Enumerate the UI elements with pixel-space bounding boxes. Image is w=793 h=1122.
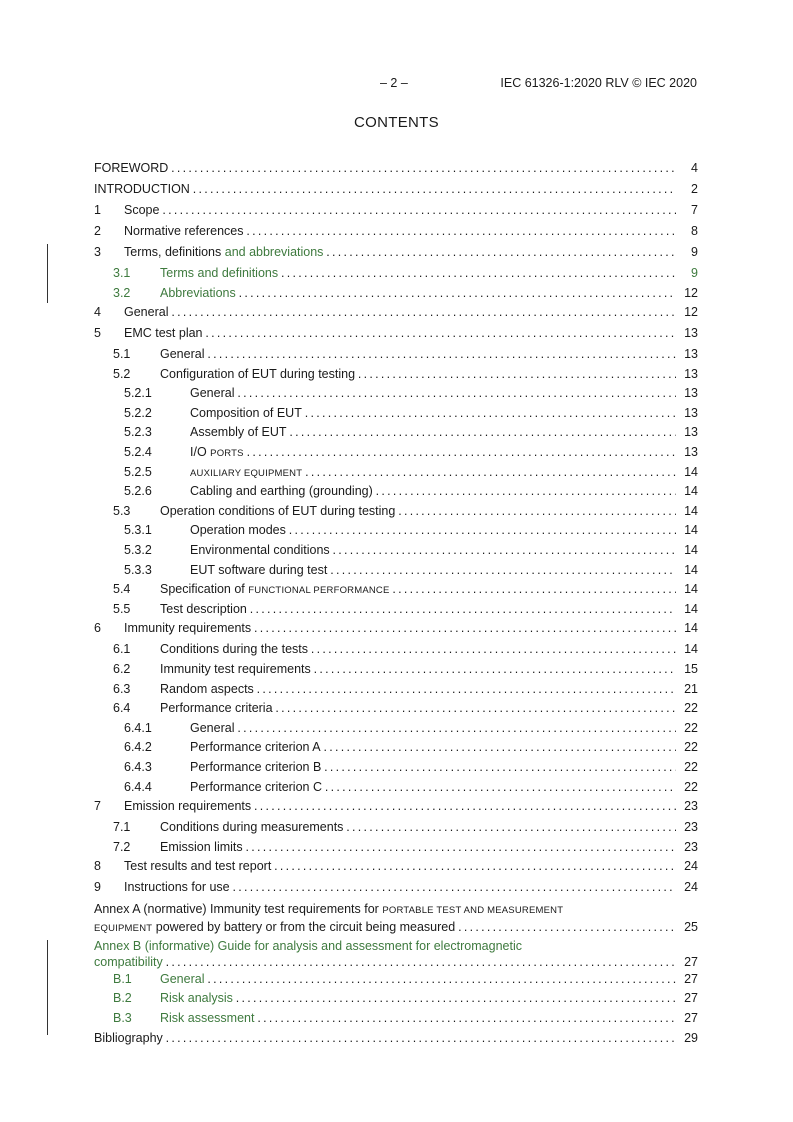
toc-title: Configuration of EUT during testing . . .: [160, 365, 676, 385]
standard-reference: IEC 61326-1:2020 RLV © IEC 2020: [500, 76, 697, 90]
toc-title: [190, 443, 676, 463]
toc-title: INTRODUCTION . . .: [94, 180, 676, 200]
toc-entry-6-4-1[interactable]: [94, 719, 698, 739]
toc-number: 6.3: [113, 681, 131, 696]
toc-number: 6: [94, 621, 101, 636]
toc-title: Abbreviations . . .: [160, 284, 676, 304]
small-caps-term: FUNCTIONAL PERFORMANCE: [248, 585, 390, 597]
toc-entry-6-2[interactable]: [94, 660, 698, 680]
toc-title-text: I/O: [190, 445, 211, 460]
toc-number: 6.1: [113, 642, 131, 657]
toc-entry-5-2-1[interactable]: [94, 384, 698, 404]
toc-entry-introduction[interactable]: [94, 180, 698, 200]
toc-number: 5.3.1: [124, 523, 152, 538]
toc-title: EUT software during test . . .: [190, 561, 676, 581]
toc-page: 24: [684, 857, 698, 877]
toc-page: 9: [691, 243, 698, 263]
toc-number: B.2: [113, 991, 132, 1006]
toc-entry-b-1[interactable]: [94, 970, 698, 990]
toc-entry-7-2[interactable]: [94, 838, 698, 858]
toc-title-text: Specification of: [160, 582, 249, 597]
toc-page: 14: [684, 502, 698, 522]
toc-number: 6.4.2: [124, 740, 152, 755]
table-of-contents: [94, 159, 698, 1048]
toc-entry-5-3-1[interactable]: [94, 521, 698, 541]
toc-title: Emission requirements . . .: [124, 797, 676, 817]
toc-entry-5-4[interactable]: [94, 580, 698, 600]
small-caps-term: PORTABLE TEST AND MEASUREMENT: [382, 904, 564, 916]
toc-page: 23: [684, 818, 698, 838]
toc-entry-6[interactable]: [94, 619, 698, 639]
toc-page: 13: [684, 384, 698, 404]
toc-entry-5[interactable]: [94, 324, 698, 344]
toc-title: Emission limits . . .: [160, 838, 676, 858]
toc-page: 14: [684, 561, 698, 581]
toc-entry-5-2-5[interactable]: [94, 463, 698, 483]
toc-page: 25: [684, 919, 698, 934]
toc-entry-5-1[interactable]: [94, 345, 698, 365]
toc-number: B.1: [113, 971, 132, 986]
change-bar: [47, 940, 48, 1035]
toc-page: 23: [684, 797, 698, 817]
toc-number: 6.2: [113, 661, 131, 676]
toc-page: 22: [684, 758, 698, 778]
toc-page: 8: [691, 222, 698, 242]
toc-title-continued: compatibility . . .: [94, 954, 676, 970]
toc-entry-6-4-3[interactable]: [94, 758, 698, 778]
toc-number: 1: [94, 202, 101, 217]
toc-entry-5-3-3[interactable]: [94, 561, 698, 581]
toc-title: Environmental conditions . . .: [190, 541, 676, 561]
toc-title: [190, 463, 676, 483]
toc-number: 5.3.2: [124, 543, 152, 558]
toc-title: Test description . . .: [160, 600, 676, 620]
toc-page: 23: [684, 838, 698, 858]
toc-number: 5.5: [113, 601, 131, 616]
toc-title: Performance criterion B . . .: [190, 758, 676, 778]
toc-page: 22: [684, 778, 698, 798]
toc-title: Operation modes . . .: [190, 521, 676, 541]
toc-title-text: Terms, definitions: [124, 244, 222, 259]
toc-number: 3: [94, 244, 101, 259]
toc-page: 27: [684, 954, 698, 969]
toc-title: Assembly of EUT . . .: [190, 423, 676, 443]
toc-title: Immunity test requirements . . .: [160, 660, 676, 680]
toc-title-text: powered by battery or from the circuit being measured: [152, 919, 456, 934]
toc-number: 7.1: [113, 820, 131, 835]
small-caps-term: EQUIPMENT: [94, 922, 153, 934]
toc-title: Bibliography . . .: [94, 1029, 676, 1049]
toc-page: 13: [684, 324, 698, 344]
toc-number: 5.2.4: [124, 445, 152, 460]
toc-page: 14: [684, 619, 698, 639]
toc-page: 12: [684, 303, 698, 323]
change-bar: [47, 244, 48, 303]
toc-entry-3-1[interactable]: [94, 264, 698, 284]
toc-page: 13: [684, 423, 698, 443]
toc-title: [160, 580, 676, 600]
toc-entry-5-3-2[interactable]: [94, 541, 698, 561]
toc-page: 14: [684, 521, 698, 541]
toc-entry-1[interactable]: [94, 201, 698, 221]
toc-page: 9: [691, 264, 698, 284]
toc-title: [124, 243, 676, 263]
toc-number: 5.2: [113, 366, 131, 381]
toc-page: 7: [691, 201, 698, 221]
toc-number: 4: [94, 305, 101, 320]
toc-title: Performance criterion C . . .: [190, 778, 676, 798]
toc-number: 5.2.1: [124, 386, 152, 401]
toc-entry-7[interactable]: [94, 797, 698, 817]
toc-title: Risk analysis . . .: [160, 989, 676, 1009]
toc-title: Risk assessment . . .: [160, 1009, 676, 1029]
toc-number: 7.2: [113, 839, 131, 854]
toc-number: B.3: [113, 1011, 132, 1026]
added-text: and abbreviations: [221, 244, 324, 259]
toc-page: 13: [684, 345, 698, 365]
toc-title: General . . .: [124, 303, 676, 323]
toc-title: Performance criteria . . .: [160, 699, 676, 719]
toc-title: FOREWORD . . .: [94, 159, 676, 179]
toc-page: 22: [684, 699, 698, 719]
toc-page: 12: [684, 284, 698, 304]
toc-page: 14: [684, 541, 698, 561]
toc-title-text: Annex A (normative) Immunity test requirements for: [94, 901, 383, 916]
toc-number: 2: [94, 223, 101, 238]
small-caps-term: PORTS: [210, 448, 244, 460]
toc-page: 21: [684, 680, 698, 700]
toc-page: 13: [684, 404, 698, 424]
toc-entry-9[interactable]: [94, 878, 698, 898]
toc-entry-annex-b[interactable]: [94, 938, 698, 970]
toc-title: Random aspects . . .: [160, 680, 676, 700]
small-caps-term: AUXILIARY EQUIPMENT: [190, 467, 303, 479]
toc-number: 6.4.3: [124, 759, 152, 774]
toc-entry-foreword[interactable]: [94, 159, 698, 179]
toc-entry-5-2-3[interactable]: [94, 423, 698, 443]
toc-number: 5.2.6: [124, 484, 152, 499]
toc-page: 22: [684, 719, 698, 739]
toc-entry-2[interactable]: [94, 222, 698, 242]
toc-entry-5-2-6[interactable]: [94, 482, 698, 502]
toc-page: 14: [684, 463, 698, 483]
toc-number: 3.2: [113, 285, 131, 300]
toc-title: Conditions during the tests . . .: [160, 640, 676, 660]
toc-entry-3[interactable]: [94, 243, 698, 263]
toc-entry-bibliography[interactable]: [94, 1029, 698, 1049]
toc-number: 6.4.1: [124, 720, 152, 735]
toc-entry-5-2[interactable]: [94, 365, 698, 385]
toc-entry-4[interactable]: [94, 303, 698, 323]
toc-title: Test results and test report . . .: [124, 857, 676, 877]
toc-entry-7-1[interactable]: [94, 818, 698, 838]
page-title: CONTENTS: [354, 114, 439, 131]
toc-page: 2: [691, 180, 698, 200]
toc-page: 15: [684, 660, 698, 680]
toc-title: Normative references . . .: [124, 222, 676, 242]
toc-title: Scope . . .: [124, 201, 676, 221]
toc-number: 5.4: [113, 582, 131, 597]
toc-entry-b-3[interactable]: [94, 1009, 698, 1029]
toc-number: 9: [94, 880, 101, 895]
toc-entry-8[interactable]: [94, 857, 698, 877]
toc-title: Cabling and earthing (grounding) . . .: [190, 482, 676, 502]
toc-page: 27: [684, 989, 698, 1009]
toc-number: 5.2.5: [124, 464, 152, 479]
toc-entry-5-2-2[interactable]: [94, 404, 698, 424]
toc-title: [94, 901, 698, 919]
toc-number: 6.4: [113, 701, 131, 716]
toc-title: General . . .: [160, 970, 676, 990]
toc-entry-6-4-2[interactable]: [94, 738, 698, 758]
toc-page: 14: [684, 482, 698, 502]
toc-page: 24: [684, 878, 698, 898]
toc-page: 13: [684, 443, 698, 463]
toc-title: Performance criterion A . . .: [190, 738, 676, 758]
toc-title: Annex B (informative) Guide for analysis and assessment for electromagnetic: [94, 938, 522, 953]
toc-title: Composition of EUT . . .: [190, 404, 676, 424]
toc-title: EMC test plan . . .: [124, 324, 676, 344]
toc-title: Conditions during measurements . . .: [160, 818, 676, 838]
toc-title: General . . .: [190, 719, 676, 739]
toc-page: 14: [684, 580, 698, 600]
toc-entry-3-2[interactable]: [94, 284, 698, 304]
toc-entry-5-5[interactable]: [94, 600, 698, 620]
toc-title: General . . .: [190, 384, 676, 404]
toc-page: 13: [684, 365, 698, 385]
toc-entry-5-2-4[interactable]: [94, 443, 698, 463]
page-number: – 2 –: [380, 76, 408, 90]
toc-entry-6-3[interactable]: [94, 680, 698, 700]
toc-page: 27: [684, 970, 698, 990]
toc-entry-6-1[interactable]: [94, 640, 698, 660]
toc-entry-b-2[interactable]: [94, 989, 698, 1009]
toc-number: 5: [94, 326, 101, 341]
toc-page: 27: [684, 1009, 698, 1029]
toc-number: 5.2.2: [124, 405, 152, 420]
toc-number: 5.2.3: [124, 425, 152, 440]
toc-page: 14: [684, 640, 698, 660]
toc-title: Operation conditions of EUT during testing . . .: [160, 502, 676, 522]
toc-entry-6-4[interactable]: [94, 699, 698, 719]
toc-title-continued: [94, 919, 676, 935]
toc-number: 5.3: [113, 503, 131, 518]
toc-entry-annex-a[interactable]: [94, 901, 698, 935]
toc-number: 8: [94, 859, 101, 874]
toc-entry-6-4-4[interactable]: [94, 778, 698, 798]
toc-title: Terms and definitions . . .: [160, 264, 676, 284]
toc-title: General . . .: [160, 345, 676, 365]
toc-number: 7: [94, 799, 101, 814]
toc-number: 6.4.4: [124, 779, 152, 794]
toc-number: 5.1: [113, 347, 131, 362]
toc-number: 5.3.3: [124, 562, 152, 577]
toc-title: Instructions for use . . .: [124, 878, 676, 898]
toc-entry-5-3[interactable]: [94, 502, 698, 522]
toc-page: 14: [684, 600, 698, 620]
toc-page: 4: [691, 159, 698, 179]
toc-page: 29: [684, 1029, 698, 1049]
toc-title: Immunity requirements . . .: [124, 619, 676, 639]
toc-page: 22: [684, 738, 698, 758]
toc-number: 3.1: [113, 265, 131, 280]
